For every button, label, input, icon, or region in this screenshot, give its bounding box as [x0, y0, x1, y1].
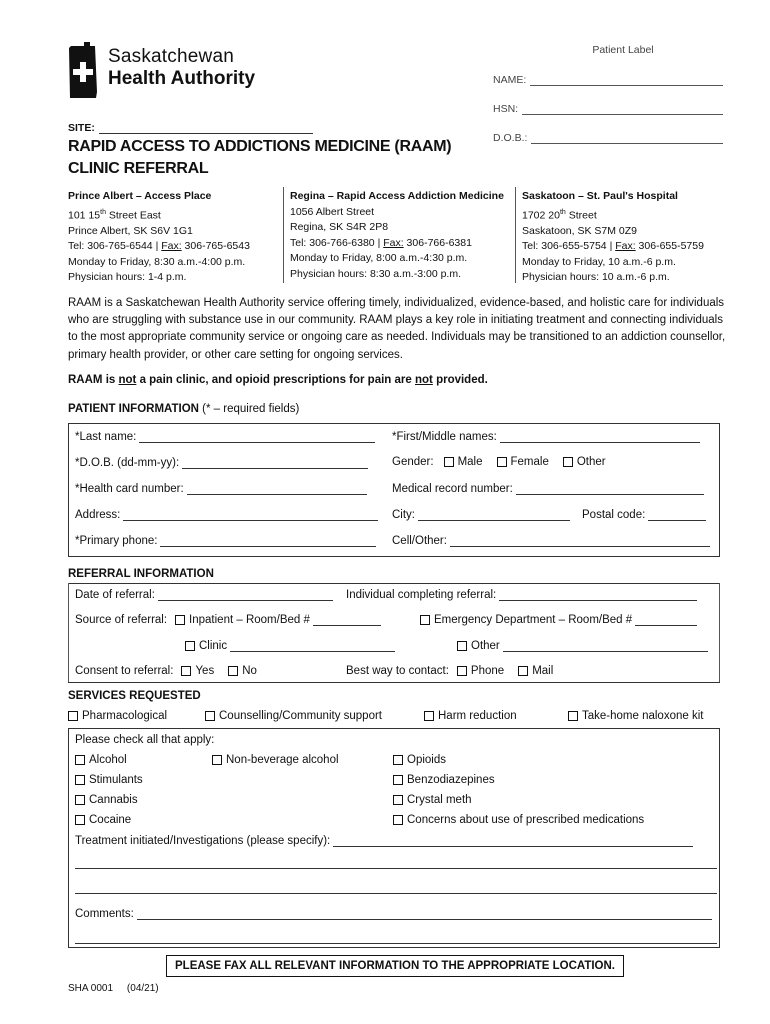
service-harm-reduction[interactable]: Harm reduction — [424, 710, 517, 722]
service-counselling[interactable]: Counselling/Community support — [205, 710, 382, 722]
gender-other-checkbox[interactable]: Other — [563, 456, 606, 468]
location-saskatoon: Saskatoon – St. Paul's Hospital 1702 20th Street Saskatoon, SK S7M 0Z9 Tel: 306-655-5754 | Fax: 306-655-5759 Monday to Friday, 10 a.m.-6 p.m. Physician hours: 10 a.m.-6 p.m. — [522, 190, 704, 284]
patient-info-heading: PATIENT INFORMATION (* – required fields) — [68, 403, 300, 415]
intro-paragraph: RAAM is a Saskatchewan Health Authority service offering timely, individualized, evidence-based, and holistic care for individuals who are struggling with substance use in our community. RAAM plays a key role in initiating treatment and connecting individuals to the most appropriate community service or ongoing care as needed. Individuals may be transitioned to an addiction counsellor, primary health provider, or other care setting for ongoing services. — [68, 297, 726, 361]
substance-prescribed-concerns[interactable]: Concerns about use of prescribed medications — [393, 814, 644, 826]
comments-line-2[interactable] — [75, 943, 717, 944]
location-prince-albert: Prince Albert – Access Place 101 15th Street East Prince Albert, SK S6V 1G1 Tel: 306-765-6544 | Fax: 306-765-6543 Monday to Friday, 8:30 a.m.-4:00 p.m. Physician hours: 1-4 p.m. — [68, 190, 250, 284]
check-all-label: Please check all that apply: — [75, 734, 215, 746]
label-dob-row[interactable]: D.O.B.: — [493, 132, 723, 144]
sha-logo-icon — [68, 42, 98, 98]
pain-clinic-notice: RAAM is not a pain clinic, and opioid prescriptions for pain are not provided. — [68, 374, 488, 386]
mrn-field[interactable]: Medical record number: — [392, 482, 704, 495]
primary-phone-field[interactable]: *Primary phone: — [75, 534, 376, 547]
substance-crystal-meth[interactable]: Crystal meth — [393, 794, 472, 806]
logo-line2: Health Authority — [108, 68, 256, 89]
logo-line1: Saskatchewan — [108, 46, 234, 67]
substance-alcohol[interactable]: Alcohol — [75, 754, 127, 766]
label-hsn-row[interactable]: HSN: — [493, 103, 723, 115]
gender-female-checkbox[interactable]: Female — [497, 456, 549, 468]
label-name-row[interactable]: NAME: — [493, 74, 723, 86]
referral-heading: REFERRAL INFORMATION — [68, 568, 214, 580]
comments-field[interactable]: Comments: — [75, 907, 712, 920]
clinic-row[interactable] — [185, 639, 395, 652]
inpatient-checkbox[interactable]: Inpatient – Room/Bed # — [175, 614, 310, 626]
consent-yes-checkbox[interactable]: Yes — [181, 665, 214, 677]
site-field[interactable]: SITE: — [68, 122, 313, 134]
emergency-checkbox[interactable]: Emergency Department – Room/Bed # — [420, 614, 632, 626]
clinic-checkbox[interactable]: Clinic — [185, 640, 227, 652]
last-name-field[interactable]: *Last name: — [75, 430, 375, 443]
substance-cannabis[interactable]: Cannabis — [75, 794, 138, 806]
form-code: SHA 0001 (04/21) — [68, 983, 159, 994]
contact-row: Best way to contact: Phone Mail — [346, 665, 554, 677]
postal-code-field[interactable]: Postal code: — [582, 508, 706, 521]
consent-no-checkbox[interactable]: No — [228, 665, 257, 677]
first-name-field[interactable]: *First/Middle names: — [392, 430, 700, 443]
service-naloxone[interactable]: Take-home naloxone kit — [568, 710, 703, 722]
substance-benzodiazepines[interactable]: Benzodiazepines — [393, 774, 495, 786]
gender-field: Gender: Male Female Other — [392, 456, 606, 468]
service-pharmacological[interactable]: Pharmacological — [68, 710, 167, 722]
contact-phone-checkbox[interactable]: Phone — [457, 665, 504, 677]
source-of-referral-row: Source of referral: Inpatient – Room/Bed # — [75, 613, 381, 626]
substance-cocaine[interactable]: Cocaine — [75, 814, 131, 826]
location-regina: Regina – Rapid Access Addiction Medicine 1056 Albert Street Regina, SK S4R 2P8 Tel: 306-766-6380 | Fax: 306-766-6381 Monday to Friday, 8:00 a.m.-4:30 p.m. Physician hours: 8:30 a.m.-3:00 p.m. — [290, 190, 504, 280]
other-row[interactable] — [457, 639, 708, 652]
substance-non-beverage-alcohol[interactable]: Non-beverage alcohol — [212, 754, 339, 766]
emergency-row[interactable] — [420, 613, 697, 626]
date-of-referral-field[interactable]: Date of referral: — [75, 588, 333, 601]
consent-row: Consent to referral: Yes No — [75, 665, 257, 677]
contact-mail-checkbox[interactable]: Mail — [518, 665, 553, 677]
treatment-line-3[interactable] — [75, 893, 717, 894]
substance-opioids[interactable]: Opioids — [393, 754, 446, 766]
treatment-field[interactable]: Treatment initiated/Investigations (please specify): — [75, 834, 693, 847]
health-card-field[interactable]: *Health card number: — [75, 482, 367, 495]
gender-male-checkbox[interactable]: Male — [444, 456, 483, 468]
address-field[interactable]: Address: — [75, 508, 378, 521]
services-heading: SERVICES REQUESTED — [68, 690, 201, 702]
cell-field[interactable]: Cell/Other: — [392, 534, 710, 547]
patient-label-title: Patient Label — [592, 44, 654, 56]
substance-stimulants[interactable]: Stimulants — [75, 774, 143, 786]
patient-label-block — [493, 44, 723, 161]
individual-completing-field[interactable]: Individual completing referral: — [346, 588, 697, 601]
dob-field[interactable]: *D.O.B. (dd-mm-yy): — [75, 456, 368, 469]
treatment-line-2[interactable] — [75, 868, 717, 869]
form-subtitle: CLINIC REFERRAL — [68, 160, 209, 177]
fax-notice: PLEASE FAX ALL RELEVANT INFORMATION TO THE APPROPRIATE LOCATION. — [166, 955, 624, 977]
other-checkbox[interactable]: Other — [457, 640, 500, 652]
form-title: RAPID ACCESS TO ADDICTIONS MEDICINE (RAAM) — [68, 138, 452, 155]
city-field[interactable]: City: — [392, 508, 570, 521]
